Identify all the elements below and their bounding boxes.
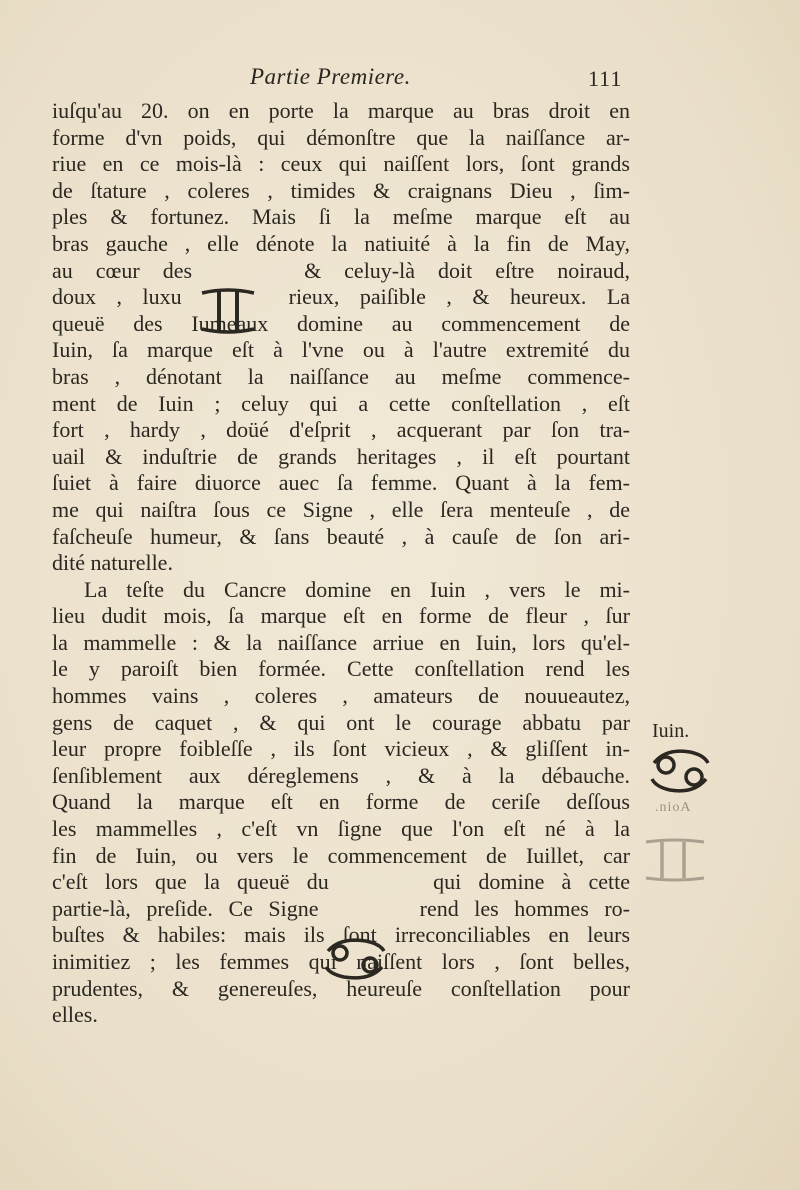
margin-note: Iuin. [652,720,690,742]
text-line: inimitiez ; les femmes qui naiſſent lors , ſont belles, [52,949,630,974]
text-line: elles. [52,1002,98,1028]
text-line: me qui naiſtra ſous ce Signe , elle ſera menteuſe , de [52,496,630,522]
margin-faded-text: .nioA [655,800,692,815]
text-line: la mammelle : & la naiſſance arriue en Iuin, lors qu'el- [52,629,630,655]
text-line: ples & fortunez. Mais ſi la meſme marque eſt au [52,204,630,230]
gemini-icon [198,285,258,335]
text-fragment: qui domine à cette [433,869,630,895]
text-line-with-symbol [52,896,630,923]
page-number: 111 [588,66,623,91]
text-line: queuë des Iumeaux domine au commencement de [52,310,630,336]
text-line: faſcheuſe humeur, & ſans beauté , à cauſe de ſon ari- [52,523,630,549]
cancer-icon [648,745,712,797]
text-line: riue en ce mois-là : ceux qui naiſſent lors, ſont grands [52,151,630,177]
text-line: ſuiet à faire diuorce auec ſa femme. Quant à la fem- [52,470,630,496]
text-line: leur propre foibleſſe , ils ſont vicieux , & gliſſent in- [52,736,630,762]
text-line: ment de Iuin ; celuy qui a cette conſtellation , eſt [52,390,630,416]
text-fragment: au cœur des [52,257,193,283]
text-fragment: rend les hommes ro- [419,895,631,921]
text-line: Iuin, ſa marque eſt à l'vne ou à l'autre extremité du [52,337,630,363]
text-line-with-symbol [52,284,630,311]
text-line-with-symbol [52,869,630,896]
text-fragment: partie-là, preſide. Ce Signe [52,895,319,921]
text-line-with-symbol [52,258,630,285]
text-line: fin de Iuin, ou vers le commencement de Iuillet, car [52,842,630,868]
text-fragment: rieux, paiſible , & heureux. La [288,284,631,310]
text-line: forme d'vn poids, qui démonſtre que la naiſſance ar- [52,124,630,150]
text-fragment: doux , luxu [52,284,182,310]
text-line: ſenſiblement aux déreglemens , & à la débauche. [52,762,630,788]
faded-glyph-icon [640,836,710,882]
text-line: bras gauche , elle dénote la natiuité à la fin de May, [52,230,630,256]
text-line: les mammelles , c'eſt vn ſigne que l'on eſt né à la [52,816,630,842]
running-title: Partie Premiere. [250,64,411,89]
text-line: uail & induſtrie de grands heritages , il eſt pourtant [52,443,630,469]
text-line: dité naturelle. [52,550,173,576]
paragraph-start-line: La teſte du Cancre domine en Iuin , vers le mi- [84,576,630,602]
text-fragment: c'eſt lors que la queuë du [52,869,329,895]
text-line: iuſqu'au 20. on en porte la marque au bras droit en [52,98,630,123]
text-line: le y paroiſt bien formée. Cette conſtellation rend les [52,656,630,682]
text-line: fort , hardy , doüé d'eſprit , acquerant par ſon tra- [52,417,630,443]
cancer-icon [322,935,388,983]
text-line: lieu dudit mois, ſa marque eſt en forme de fleur , ſur [52,603,630,629]
text-line: gens de caquet , & qui ont le courage abbatu par [52,709,630,735]
text-line: Quand la marque eſt en forme de ceriſe deſſous [52,789,630,815]
text-line: de ſtature , coleres , timides & craignans Dieu , ſim- [52,177,630,203]
text-line: buſtes & habiles: mais ils ſont irreconciliables en leurs [52,922,630,948]
body-text [52,98,630,1029]
text-line: bras , dénotant la naiſſance au meſme commence- [52,363,630,389]
text-line: prudentes, & genereuſes, heureuſe conſtellation pour [52,975,630,1001]
page-header [0,64,800,100]
text-fragment: & celuy-là doit eſtre noiraud, [304,257,631,283]
text-line: hommes vains , coleres , amateurs de nouueautez, [52,683,630,709]
